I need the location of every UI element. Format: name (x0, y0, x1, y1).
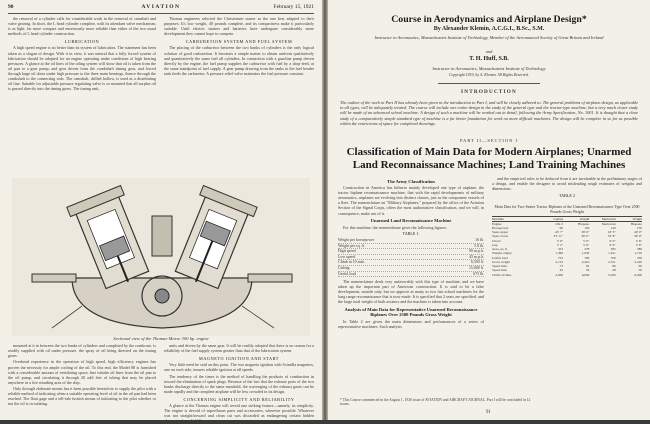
paragraph: Construction in America has hitherto mainly developed one type of airplane, the tractor biplane reconnaissance machine, that with the rapid developments of military aeronautics, airplanes are evolving into distinct classes, just as the component vessels of a fleet. The nomenclature on "Military Airplanes," prepared by the office of the Aviation Section of the Signal Corps, offers the most authoritative classification, and we will, in consequence, make use of it. (338, 185, 484, 216)
subhead-lubrication: LUBRICATION (64, 38, 100, 44)
paragraph: For this machine, the nomenclature gives the following figures: (343, 224, 448, 230)
table-cell: Weight, empty (492, 251, 512, 256)
paragraph: The placing of the carburetor between the two banks of cylinders is the only logical solution of good carburetion. It becomes a simple matter to obtain uniform qualitatively and quantitatively the same fuel all cylinders. In connection with a gasoline pump driven directly by the engine, the fuel pump supplies the carburetor with fuel by a drop-feed, at the same standpoint of fuel supply. A gear pump drawing from the tanks to the fuel header tank feeds the carburetor. A pressure relief valve maintains the fuel pressure constant. (164, 45, 314, 76)
table-cell: 90 (638, 264, 642, 269)
table-cell: Gap (492, 242, 498, 247)
table-cell: 6,000 (581, 272, 590, 277)
table-cell: 38' 0" (581, 230, 590, 235)
table-row: Ceiling 15,000 ft. (338, 265, 484, 270)
table-cell: 150 (636, 225, 642, 230)
table-cell: 48 (612, 268, 616, 273)
table-cell: 6' 0" (609, 242, 616, 247)
magazine-name: AVIATION (141, 4, 181, 10)
table-cell: 86 (612, 264, 616, 269)
author-affiliation: Instructor in Aeronautics, Massachusetts Institute of Technology, Member of the Aeronautical Society of Great Britain and Ireland (374, 35, 604, 40)
table-cell: 33' 8" (607, 234, 616, 239)
table-cell: 1,611 (608, 251, 616, 256)
right-page (328, 0, 650, 420)
table-cell: 5' 2" (556, 242, 564, 247)
table-cell: 5' 6" (635, 242, 642, 247)
table-cell: Span, upper (492, 230, 509, 235)
subhead-army-classification: The Army Classification (387, 178, 435, 184)
copyright-line: Copyright 1919, by A. Klemin. All Rights Reserved. (448, 73, 530, 77)
paragraph: Only through elaborate means has it been possible heretofore to supply the pilot with a reliable method of indicating when a suitable operating level of oil in the oil pan had been reached. The float gage and a tell-tale furnish means of indicating to the pilot whether or not the oil is circulating. (8, 386, 156, 407)
left-col-1-bottom (8, 343, 156, 415)
table-cell: 45 (559, 268, 564, 273)
paragraph: Very little need be said on this point. The two magneto ignition with Scintilla magnetos, one on each side, insures reliable ignition at all speeds. (164, 362, 314, 373)
section-title: Classification of Main Data for Modern Airplanes; Unarmed Land Reconnaissance Machines; Land Training Machines (346, 146, 632, 171)
introduction-heading: INTRODUCTION (461, 89, 517, 95)
paragraph: Overhead experience in the operation of high speed, high efficiency engines has proven the necessity for ample cooling of the oil. To this end, the Model 88 is furnished with a considerable amount of ventilating space; fine tubular oil lines from the oil pan to the oil pump, and circulating it through 20 odd feet of tubing that may be placed anywhere in a fire retarding area of the ship. (8, 359, 156, 385)
right-page-number: 91 (486, 410, 491, 415)
table-cell: 4,000 (555, 272, 564, 277)
table-cell: OX-5 (555, 221, 564, 226)
table-cell: 5' 0" (556, 238, 564, 243)
paragraph: units and driven by the same gear. It will be readily adopted that there is no reason for a reliability of the fuel supply system greater than that of the lubrication system. (164, 343, 314, 354)
subhead-analysis: Analysis of Main Data for Representative Unarmed Reconnaissance Biplanes Over 2500 Pounds Gross Weight (344, 307, 478, 318)
coauthor: T. H. Huff, S.B. (469, 56, 509, 62)
table-cell: 1,390 (555, 251, 564, 256)
paragraph: the removal of a cylinder calls for considerable work in the removal of camshaft and valve gearing. In short, the L head cylinder complete, with its attendant valve mechanism, is as light, far more compact and enormously more reliable than either of the two usual methods of L head cylinder construction. (8, 16, 156, 37)
table-cell: Area, sq. ft. (492, 247, 508, 252)
table-cell: 5,500 (608, 272, 616, 277)
issue-date: February 15, 1921 (273, 4, 314, 10)
table1-label: TABLE 1. (402, 231, 420, 237)
table-cell: 385 (610, 247, 616, 252)
title-rule (438, 83, 540, 84)
table1 (338, 238, 484, 277)
table-cell: 150 (584, 225, 590, 230)
left-page-number: 90 (8, 4, 14, 10)
table-cell: 2,115 (555, 259, 564, 264)
table-cell: 6' 0" (609, 238, 616, 243)
article-title: Course in Aerodynamics and Airplane Design* (391, 14, 587, 25)
table-cell: Hispano (578, 221, 590, 226)
table-cell: Horsepower (492, 225, 509, 230)
table-cell: Hispano (630, 221, 642, 226)
table-cell: 1,650 (581, 251, 590, 256)
table-cell: 700 (636, 255, 642, 260)
table-cell: 33' 11" (553, 234, 564, 239)
table-row: High speed 90 m.p.h. (338, 249, 484, 254)
table-cell: 2,410 (634, 259, 642, 264)
table-cell: Gross weight (492, 259, 510, 264)
paragraph: mounted at it in between the two banks of cylinders and completed by the crankcase, is readily supplied with oil under pressure, the spray of oil being directed on the timing gears. (8, 343, 156, 359)
footnote: * This Course commenced in the August 1, 1920 issue of AVIATION and AIRCRAFT JOURNAL. Part I will be concluded in 12 issues. (340, 398, 531, 407)
table-row (492, 273, 642, 277)
table-cell: 1,710 (634, 251, 642, 256)
introduction-text: The outline of the work in Part II has already been given in the introduction to Part I, and will be closely adhered to. The general problems of airplane design, as applicable to all types, will be adequately treated. The course will include one entire design in the study of the general type and the tractor-type machine, but a very much closer study will be made of an advanced school machine. A design of such a machine will be worked out in detail, following the Army Specification, No. 1001. It is thought that a close study of a comparatively simple standard type of machine is a far better foundation for work on more difficult machines. The design will be complete in so far as possible within the restrictions of space for completed drawings. (340, 100, 638, 126)
table-cell: 2,311 (608, 259, 616, 264)
table-cell: 5' 6" (583, 238, 590, 243)
coauthor-affiliation: Instructor in Aeronautics, Massachusetts Institute of Technology (432, 66, 546, 71)
table2 (492, 205, 642, 277)
table-cell: Sturtevant (601, 221, 616, 226)
table-cell: Useful load (492, 255, 508, 260)
subhead-magneto: MAGNETO IGNITION AND START (199, 355, 279, 361)
engine-cross-section-figure (12, 178, 310, 336)
table2-label: TABLE 2 (559, 192, 575, 198)
table-cell: 40' 0" (634, 230, 642, 235)
table-cell: 378 (584, 247, 590, 252)
table-cell: 50 (638, 268, 642, 273)
table-cell: 760 (584, 255, 590, 260)
paragraph: A high speed engine is no better than its system of lubrication. The statement has been taken as a slogan of design. With it in view, it was natural that a fully forced system of lubrication should be adopted for an engine operating under conditions of high bearing pressures. A glance at the oil lines of the oiling system will show that oil is taken from the oil pan to a gear pump, and gear driven from the crankshaft timing gear, and forced through large oil ducts under high pressure to the three main bearings, thence through the crankshaft to the connecting rods. The camshaft, drilled hollow, is used as a distributing oil line. Suitable for adjustable pressure regulating valve is so mounted that all surplus oil is passed directly into the timing gears. The timing unit, (8, 45, 156, 92)
table-cell: 36' 0" (581, 234, 590, 239)
subhead-unarmed-reconnaissance: Unarmed Land Reconnaissance Machine (370, 218, 452, 224)
table-cell: 725 (557, 255, 564, 260)
paragraph: The tendency of the times is the method of handling the products of combustion in toward the elimination of spark plugs. Because of the fact that the exhaust ports of the two banks discharge directly to the same manifold, the scavenging of the exhaust gases can be made rapidly and the complete airplane will be less crowded in its design. (164, 373, 314, 394)
part-heading: PART II—SECTION I (460, 138, 518, 143)
paragraph: The nomenclature deals very unfavorably with this type of machine, and we have taken up the important part of American construction. It is said to be a false development, outside only, but we approve as many as two fast school machines for the long range reconnaissance that is now made. It is specified that 2 seats are specified, and the large total weight of both aviators and the machine is taken into account. (338, 279, 484, 305)
figure-caption: Sectional view of the Thomas-Morse 300 hp. engine (113, 336, 209, 341)
left-col-2-bottom (164, 343, 314, 424)
table-cell: 353 (557, 247, 564, 252)
and-word: and (485, 49, 493, 54)
subhead-simplicity: CONCERNING SIMPLICITY AND RELIABILITY (183, 396, 295, 402)
paragraph: and the empirical rules to be deduced from it are invaluable in the preliminary stages of a design, and enable the designer to avoid misleading rough estimates of weights and dimensions. (492, 176, 642, 192)
table-cell: Chord (492, 238, 501, 243)
table-row: Weight per sq. ft. 5.8 lb. (338, 243, 484, 248)
table-cell: Climb 10 min. (492, 272, 512, 277)
table-row: Weight per horsepower 16 lb. (338, 237, 484, 242)
table-cell: 50 (585, 268, 590, 273)
table-cell: 5' 6" (583, 242, 590, 247)
table-cell: 90 (559, 225, 564, 230)
table2-body (492, 222, 642, 277)
left-page (0, 0, 322, 424)
paragraph: A glance at the Thomas engine will reveal one striking feature—namely, its simplicity. The engine is devoid of superfluous parts and accessories, wherever possible. Whatever was not straightforward and clean cut was discarded as endangering certain hidden elements of unreliability. (164, 403, 314, 424)
article-author: By Alexander Klemin, A.C.G.I., B.Sc., S.M. (433, 26, 545, 32)
paragraph: Thomas engineers selected the Christensen starter as the one best adapted to their purposes. It's low weight, 40 pounds complete, and its compactness make it particularly suitable. Until electric starters and batteries have undergone considerably more development they cannot hope to compete. (164, 16, 314, 37)
table2-title: Main Data for Two-Seater Tractor Biplanes of the Unarmed Reconnaissance Type Over 2500 Pounds Gross Weight (494, 205, 640, 214)
table-cell: 43' 3" (607, 230, 616, 235)
table-row: Low speed 45 m.p.h. (338, 254, 484, 259)
table-cell: 700 (610, 255, 616, 260)
table-cell: 5' 6" (635, 238, 642, 243)
table-cell: 140 (610, 225, 616, 230)
table-cell: 43' 7" (555, 230, 564, 235)
table-cell: 75 (559, 264, 564, 269)
table-row: Useful load 675 lb. (338, 271, 484, 276)
table-cell: 6,200 (634, 272, 642, 277)
table-cell: 92 (585, 264, 590, 269)
table-cell: 36' 0" (634, 234, 642, 239)
table-cell: 389 (636, 247, 642, 252)
table2-header: Machine Curtiss Wright Sturtevant Wright (492, 216, 642, 221)
subhead-carburetion: CARBURETION SYSTEM AND FUEL SYSTEM (185, 38, 293, 44)
table-cell: Speed min. (492, 268, 508, 273)
table-cell: 2,410 (581, 259, 590, 264)
left-running-head (8, 4, 314, 13)
table-cell: Span, lower (492, 234, 509, 239)
paragraph: In Table 2 are given the main dimensions and performances of a series of representative machines. Such analysis (338, 318, 484, 329)
table-row: Climb in 10 min. 6,500 ft. (338, 260, 484, 265)
table-cell: Speed max. (492, 264, 508, 269)
table-cell: Engine (492, 221, 502, 226)
header-rule (8, 13, 314, 14)
right-col-1 (338, 176, 484, 406)
left-col-2-top (164, 16, 314, 176)
left-col-1-top (8, 16, 156, 176)
